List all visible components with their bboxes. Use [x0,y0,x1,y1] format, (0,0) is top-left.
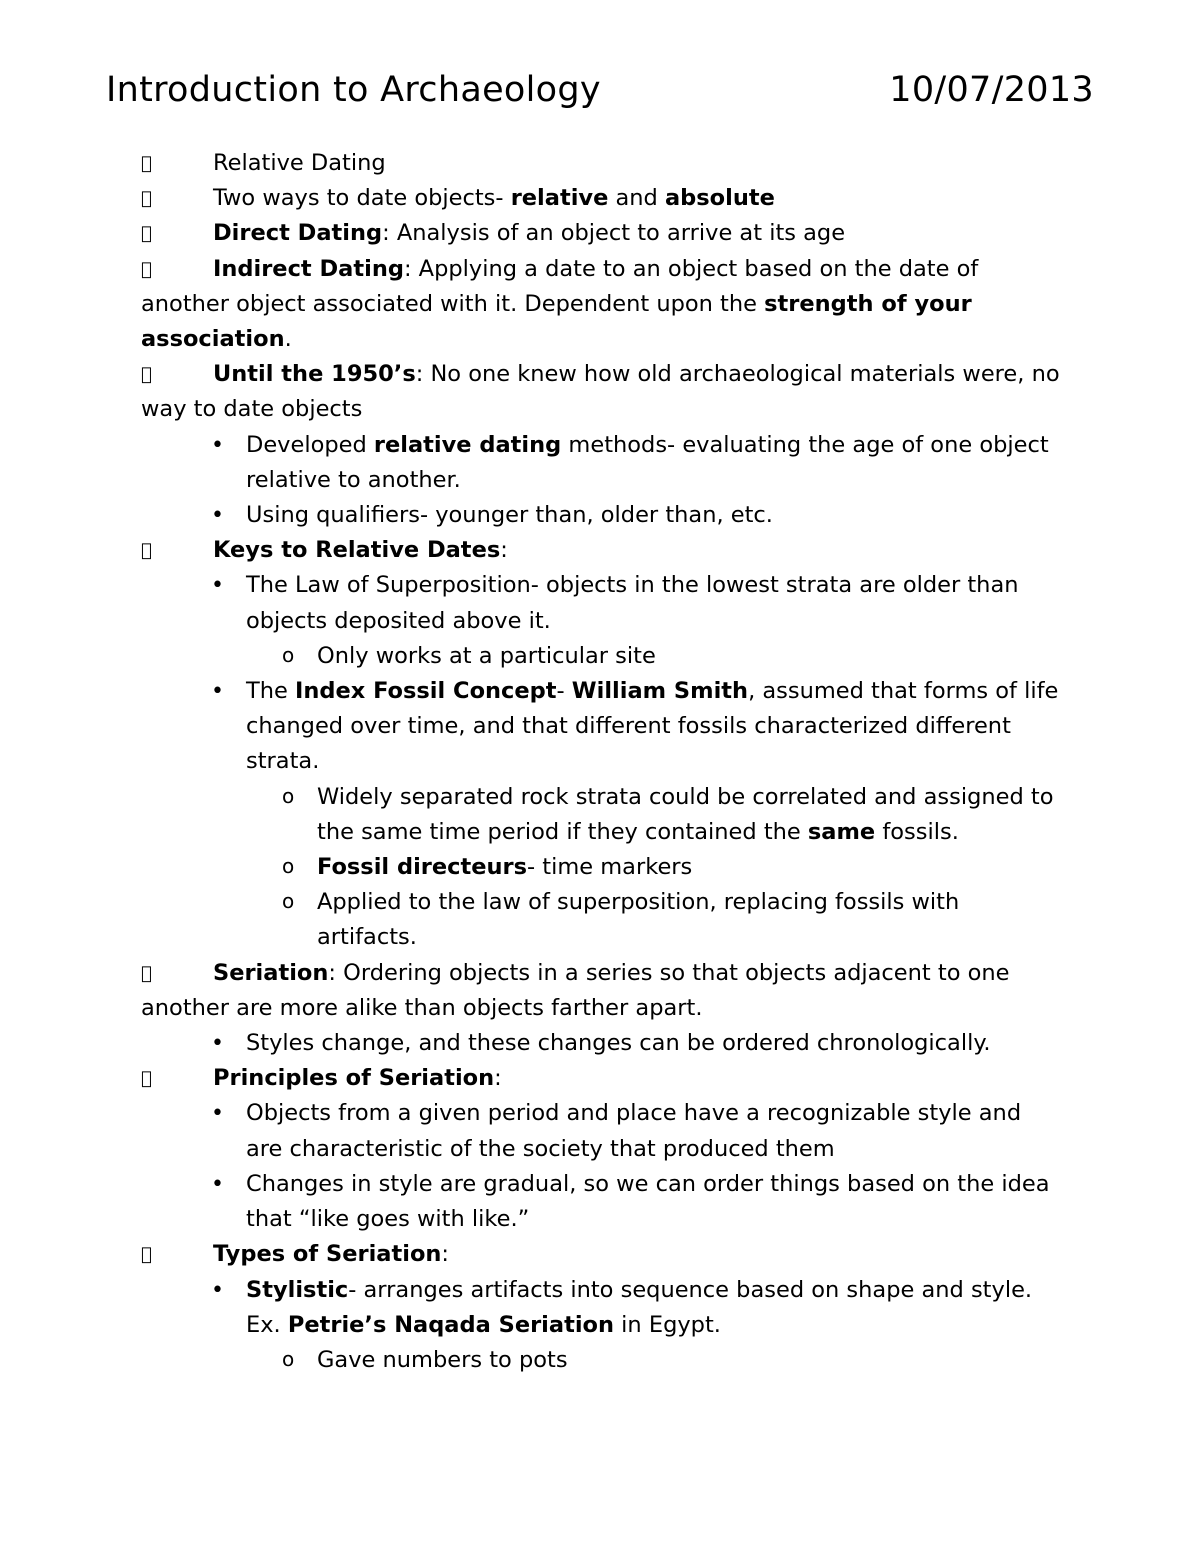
bullet-icon: • [211,1171,224,1197]
note-item: Seriation: Ordering objects in a series so that objects adjacent to one another are more alike than objects farther apart. [141,956,1061,1026]
note-item: Keys to Relative Dates: [141,533,1061,568]
note-item: Types of Seriation: [141,1237,1061,1272]
note-item: Principles of Seriation: [141,1061,1061,1096]
note-item: Until the 1950’s: No one knew how old archaeological materials were, no way to date objects [141,357,1061,427]
circle-bullet-icon: o [282,1346,295,1371]
note-item: Indirect Dating: Applying a date to an object based on the date of another object associated with it. Dependent upon the strength of your association. [141,252,1061,358]
document-title: Introduction to Archaeology [106,70,601,110]
sub-item: • Stylistic- arranges artifacts into sequence based on shape and style. Ex. Petrie’s Naqada Seriation in Egypt. [246,1273,1061,1343]
bullet-icon: • [211,432,224,458]
square-bullet-icon [141,1237,213,1272]
sub-sub-item: o Widely separated rock strata could be correlated and assigned to the same time period if they contained the same fossils. [317,780,1061,850]
page-header [106,70,1094,120]
circle-bullet-icon: o [282,642,295,667]
square-bullet-icon [141,1061,213,1096]
sub-item: • The Law of Superposition- objects in the lowest strata are older than objects deposited above it. [246,568,1061,638]
circle-bullet-icon: o [282,889,295,914]
sub-item: • Using qualifiers- younger than, older than, etc. [246,498,1061,533]
bullet-icon: • [211,1277,224,1303]
circle-bullet-icon: o [282,783,295,808]
square-bullet-icon [141,181,213,216]
sub-item: • The Index Fossil Concept- William Smith, assumed that forms of life changed over time, and that different fossils characterized different strata. [246,674,1061,780]
square-bullet-icon [141,956,213,991]
circle-bullet-icon: o [282,854,295,879]
sub-sub-item: o Only works at a particular site [317,639,1061,674]
sub-item: • Changes in style are gradual, so we can order things based on the idea that “like goes with like.” [246,1167,1061,1237]
sub-sub-item: o Applied to the law of superposition, replacing fossils with artifacts. [317,885,1061,955]
bullet-icon: • [211,503,224,529]
square-bullet-icon [141,146,213,181]
note-item: Two ways to date objects- relative and absolute [141,181,1061,216]
square-bullet-icon [141,533,213,568]
bullet-icon: • [211,679,224,705]
notes-body [141,146,1061,1378]
sub-item: • Objects from a given period and place have a recognizable style and are characteristic of the society that produced them [246,1096,1061,1166]
sub-sub-item: o Gave numbers to pots [317,1343,1061,1378]
square-bullet-icon [141,252,213,287]
sub-item: • Developed relative dating methods- evaluating the age of one object relative to another. [246,428,1061,498]
document-date: 10/07/2013 [889,70,1094,110]
bullet-icon: • [211,1031,224,1057]
square-bullet-icon [141,216,213,251]
bullet-icon: • [211,573,224,599]
note-item: Relative Dating [141,146,1061,181]
sub-item: • Styles change, and these changes can be ordered chronologically. [246,1026,1061,1061]
square-bullet-icon [141,357,213,392]
note-item: Direct Dating: Analysis of an object to arrive at its age [141,216,1061,251]
sub-sub-item: o Fossil directeurs- time markers [317,850,1061,885]
bullet-icon: • [211,1101,224,1127]
